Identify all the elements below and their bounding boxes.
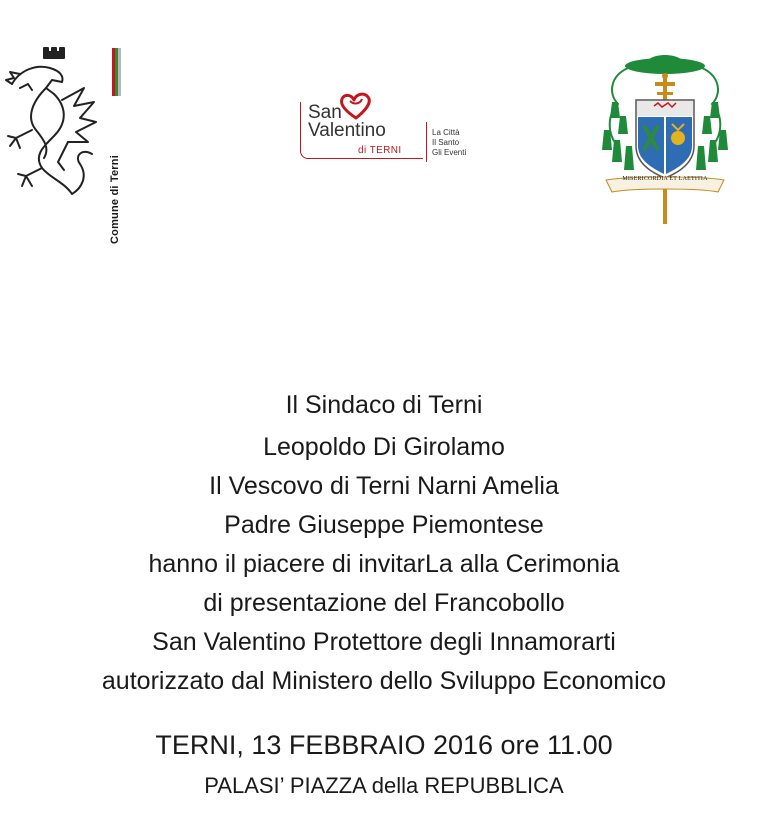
comune-color-stripes xyxy=(112,48,122,96)
invitation-line: Il Sindaco di Terni xyxy=(285,391,483,419)
san-valentino-separator xyxy=(426,122,427,162)
bishop-motto: MISERICORDIA ET LAETITIA xyxy=(622,176,708,182)
event-date-time: TERNI, 13 FEBBRAIO 2016 ore 11.00 xyxy=(155,730,613,760)
comune-di-terni-logo xyxy=(2,44,127,244)
event-location: PALASI’ PIAZZA della REPUBBLICA xyxy=(204,773,564,798)
terni-dragon-icon xyxy=(2,44,102,204)
invitation-line: di presentazione del Francobollo xyxy=(203,589,565,617)
invitation-line: Il Vescovo di Terni Narni Amelia xyxy=(209,472,559,500)
stripe-gray xyxy=(118,48,121,96)
san-valentino-logo xyxy=(300,92,490,162)
san-valentino-name-line1: San xyxy=(308,102,342,123)
invitation-line: hanno il piacere di invitarLa alla Cerimonia xyxy=(148,550,620,578)
invitation-line: Leopoldo Di Girolamo xyxy=(263,433,505,461)
invitation-text xyxy=(0,386,768,806)
san-valentino-subtitle: di TERNI xyxy=(358,145,402,156)
tagline-line: Gli Eventi xyxy=(432,148,467,157)
tagline-line: Il Santo xyxy=(432,138,460,147)
invitation-line: autorizzato dal Ministero dello Sviluppo Economico xyxy=(101,667,667,695)
invitation-line: Padre Giuseppe Piemontese xyxy=(224,511,544,539)
comune-di-terni-label: Comune di Terni xyxy=(109,155,121,244)
episcopal-coat-of-arms-icon xyxy=(598,46,732,224)
heart-icon xyxy=(336,92,376,122)
san-valentino-name-line2: Valentino xyxy=(308,120,386,141)
spacer xyxy=(0,701,768,725)
tagline-line: La Città xyxy=(432,128,460,137)
invitation-line: San Valentino Protettore degli Innamorarti xyxy=(152,628,616,656)
bishop-coat-of-arms xyxy=(598,46,732,224)
san-valentino-tagline xyxy=(432,128,466,158)
